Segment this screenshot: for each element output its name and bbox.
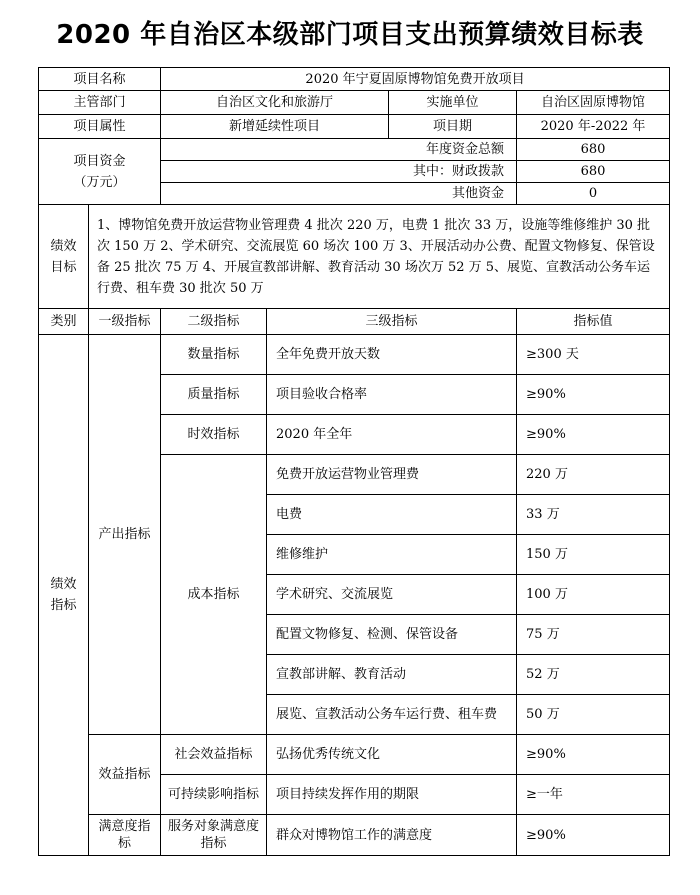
cost-item: 学术研究、交流展览 xyxy=(267,575,517,615)
attribute-value: 新增延续性项目 xyxy=(161,115,389,139)
project-name-value: 2020 年宁夏固原博物馆免费开放项目 xyxy=(161,68,670,91)
benefit-indicator-label: 效益指标 xyxy=(89,735,161,815)
quality-indicator-label: 质量指标 xyxy=(161,375,267,415)
cost-indicator-label: 成本指标 xyxy=(161,455,267,735)
attribute-row xyxy=(39,115,670,139)
department-row xyxy=(39,91,670,115)
indicator-category xyxy=(39,335,89,856)
header-level3: 三级指标 xyxy=(267,309,517,335)
timeliness-indicator-item: 2020 年全年 xyxy=(267,415,517,455)
period-label: 项目期 xyxy=(389,115,517,139)
cost-value: 220 万 xyxy=(517,455,670,495)
header-value: 指标值 xyxy=(517,309,670,335)
project-name-row xyxy=(39,68,670,91)
cost-item: 宣教部讲解、教育活动 xyxy=(267,655,517,695)
quality-indicator-value: ≥90% xyxy=(517,375,670,415)
cost-item: 维修维护 xyxy=(267,535,517,575)
cost-item: 电费 xyxy=(267,495,517,535)
goals-row xyxy=(39,205,670,309)
service-satisfaction-value: ≥90% xyxy=(517,815,670,856)
project-name-label: 项目名称 xyxy=(39,68,161,91)
quantity-indicator-value: ≥300 天 xyxy=(517,335,670,375)
cost-item: 免费开放运营物业管理费 xyxy=(267,455,517,495)
header-level2: 二级指标 xyxy=(161,309,267,335)
indicator-row xyxy=(39,735,670,775)
social-benefit-value: ≥90% xyxy=(517,735,670,775)
funds-total-label: 年度资金总额 xyxy=(161,139,517,161)
quantity-indicator-item: 全年免费开放天数 xyxy=(267,335,517,375)
funds-fiscal-value: 680 xyxy=(517,161,670,183)
service-satisfaction-item: 群众对博物馆工作的满意度 xyxy=(267,815,517,856)
indicator-row xyxy=(39,815,670,856)
goals-label-line1: 绩效 xyxy=(50,238,77,254)
cost-value: 50 万 xyxy=(517,695,670,735)
department-label: 主管部门 xyxy=(39,91,161,115)
cost-item: 展览、宣教活动公务车运行费、租车费 xyxy=(267,695,517,735)
cost-value: 150 万 xyxy=(517,535,670,575)
funds-total-row xyxy=(39,139,670,161)
attribute-label: 项目属性 xyxy=(39,115,161,139)
sustainability-item: 项目持续发挥作用的期限 xyxy=(267,775,517,815)
sustainability-value: ≥一年 xyxy=(517,775,670,815)
cost-value: 33 万 xyxy=(517,495,670,535)
page-title: 2020 年自治区本级部门项目支出预算绩效目标表 xyxy=(56,20,644,50)
funds-label-line1: 项目资金 xyxy=(73,153,126,169)
indicator-category-line1: 绩效 xyxy=(50,577,77,592)
implementing-unit-value: 自治区固原博物馆 xyxy=(517,91,670,115)
indicator-category-line2: 指标 xyxy=(50,598,77,613)
funds-label xyxy=(39,139,161,205)
quantity-indicator-label: 数量指标 xyxy=(161,335,267,375)
timeliness-indicator-value: ≥90% xyxy=(517,415,670,455)
service-satisfaction-label: 服务对象满意度指标 xyxy=(161,815,267,856)
funds-other-value: 0 xyxy=(517,183,670,205)
funds-total-value: 680 xyxy=(517,139,670,161)
satisfaction-indicator-label: 满意度指标 xyxy=(89,815,161,856)
indicator-header-row xyxy=(39,309,670,335)
quality-indicator-item: 项目验收合格率 xyxy=(267,375,517,415)
output-indicator-label: 产出指标 xyxy=(89,335,161,735)
header-category: 类别 xyxy=(39,309,89,335)
funds-label-line2: （万元） xyxy=(73,174,126,190)
social-benefit-item: 弘扬优秀传统文化 xyxy=(267,735,517,775)
period-value: 2020 年-2022 年 xyxy=(517,115,670,139)
cost-item: 配置文物修复、检测、保管设备 xyxy=(267,615,517,655)
department-value: 自治区文化和旅游厅 xyxy=(161,91,389,115)
funds-fiscal-label: 其中：财政拨款 xyxy=(161,161,517,183)
cost-value: 52 万 xyxy=(517,655,670,695)
funds-other-label: 其他资金 xyxy=(161,183,517,205)
cost-value: 100 万 xyxy=(517,575,670,615)
header-level1: 一级指标 xyxy=(89,309,161,335)
implementing-unit-label: 实施单位 xyxy=(389,91,517,115)
goals-label xyxy=(39,205,89,309)
performance-target-table xyxy=(38,67,670,856)
sustainability-label: 可持续影响指标 xyxy=(161,775,267,815)
social-benefit-label: 社会效益指标 xyxy=(161,735,267,775)
goals-text: 1、博物馆免费开放运营物业管理费 4 批次 220 万，电费 1 批次 33 万，设施等维修维护 30 批次 150 万 2、学术研究、交流展览 60 场次 100 万 3、开展活动办公费、配置文物修复、保管设备 25 批次 75 万 4、开展宣教部讲解、教育活动 30 场次万 52 万 5、展览、宣教活动公务车运行费、租车费 30 批次 50 万 xyxy=(89,205,670,309)
timeliness-indicator-label: 时效指标 xyxy=(161,415,267,455)
goals-label-line2: 目标 xyxy=(50,259,77,275)
cost-value: 75 万 xyxy=(517,615,670,655)
indicator-row xyxy=(39,335,670,375)
